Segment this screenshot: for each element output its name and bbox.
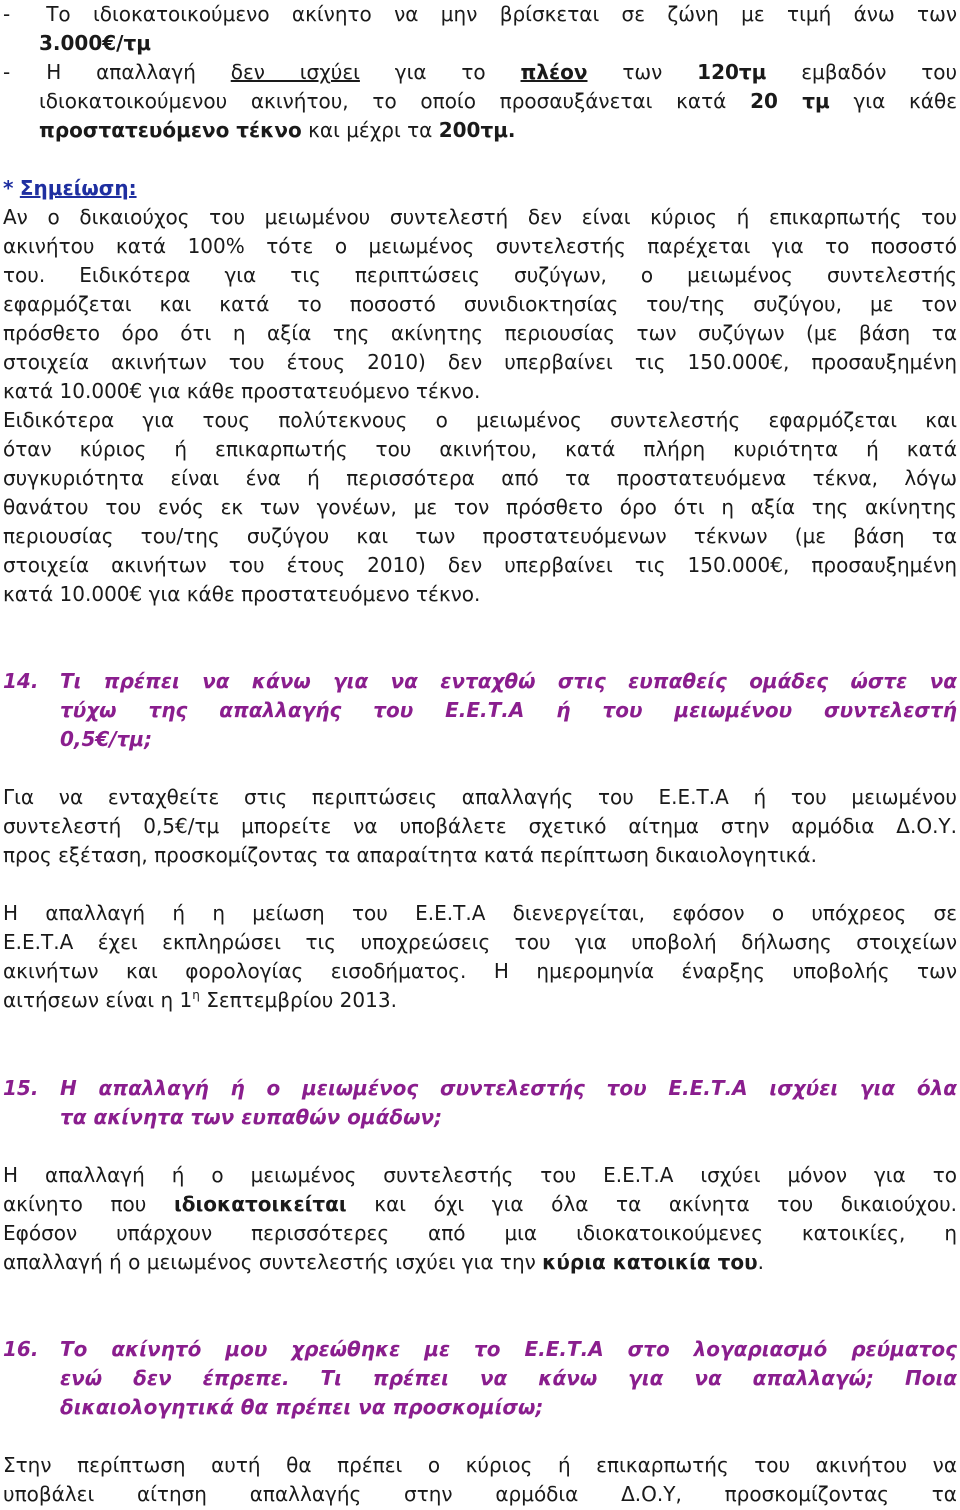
- note-heading: * Σημείωση:: [3, 176, 137, 200]
- q16-heading-line: Το ακίνητό μου χρεώθηκε με το Ε.Ε.Τ.Α στο λογαριασμό ρεύματος: [60, 1337, 957, 1361]
- note-line: στοιχεία ακινήτων του έτους 2010) δεν υπερβαίνει τις 150.000€, προσαυξημένη: [3, 553, 957, 577]
- q15-answer-line: απαλλαγή ή ο μειωμένος συντελεστής ισχύει για την κύρια κατοικία του.: [3, 1250, 765, 1274]
- note-line: στοιχεία ακινήτων του έτους 2010) δεν υπερβαίνει τις 150.000€, προσαυξημένη: [3, 350, 957, 374]
- q15-number: 15.: [3, 1076, 39, 1100]
- note-line: περιουσίας του/της συζύγου και των προστατευόμενων τέκνων (με βάση τα: [3, 524, 957, 548]
- q16-number: 16.: [3, 1337, 39, 1361]
- q14-answer-line: συντελεστή 0,5€/τμ μπορείτε να υποβάλετε σχετικό αίτημα στην αρμόδια Δ.Ο.Υ.: [3, 814, 957, 838]
- q16-answer-line: υποβάλει αίτηση απαλλαγής στην αρμόδια Δ.Ο.Υ, προσκομίζοντας τα: [3, 1482, 957, 1506]
- q14-answer2-line: Η απαλλαγή ή η μείωση του Ε.Ε.Τ.Α διενεργείται, εφόσον ο υπόχρεος σε: [3, 901, 957, 925]
- q15-answer-line: Η απαλλαγή ή ο μειωμένος συντελεστής του Ε.Ε.Τ.Α ισχύει μόνον για το: [3, 1163, 957, 1187]
- q15-answer-line: Εφόσον υπάρχουν περισσότερες από μια ιδιοκατοικούμενες κατοικίες, η: [3, 1221, 957, 1245]
- bullet-1-cont: 3.000€/τμ: [39, 31, 151, 55]
- q14-number: 14.: [3, 669, 39, 693]
- q14-answer-line: Για να ενταχθείτε στις περιπτώσεις απαλλαγής του Ε.Ε.Τ.Α ή του μειωμένου: [3, 785, 957, 809]
- note-line: κατά 10.000€ για κάθε προστατευόμενο τέκνο.: [3, 379, 481, 403]
- note-line: του. Ειδικότερα για τις περιπτώσεις συζύγων, ο μειωμένος συντελεστής: [3, 263, 957, 287]
- q14-heading-line: Τι πρέπει να κάνω για να ενταχθώ στις ευπαθείς ομάδες ώστε να: [60, 669, 957, 693]
- note-line: συγκυριότητα είναι ένα ή περισσότερα από τα προστατευόμενα τέκνα, λόγω: [3, 466, 957, 490]
- note-line: κατά 10.000€ για κάθε προστατευόμενο τέκνο.: [3, 582, 481, 606]
- bullet-2-line2: ιδιοκατοικούμενου ακινήτου, το οποίο προσαυξάνεται κατά 20 τμ για κάθε: [39, 89, 958, 113]
- bullet-2-line3: προστατευόμενο τέκνο και μέχρι τα 200τμ.: [39, 118, 516, 142]
- note-line: Ειδικότερα για τους πολύτεκνους ο μειωμένος συντελεστής εφαρμόζεται και: [3, 408, 957, 432]
- q16-answer-line: Στην περίπτωση αυτή θα πρέπει ο κύριος ή επικαρπωτής του ακινήτου να: [3, 1453, 957, 1477]
- q14-heading-line: 0,5€/τμ;: [60, 727, 153, 751]
- q15-heading-line: Η απαλλαγή ή ο μειωμένος συντελεστής του Ε.Ε.Τ.Α ισχύει για όλα: [60, 1076, 957, 1100]
- q14-answer2-line: ακινήτων και φορολογίας εισοδήματος. Η ημερομηνία έναρξης υποβολής των: [3, 959, 957, 983]
- q14-answer-line: προς εξέταση, προσκομίζοντας τα απαραίτητα κατά περίπτωση δικαιολογητικά.: [3, 843, 817, 867]
- q15-answer-line: ακίνητο που ιδιοκατοικείται και όχι για όλα τα ακίνητα του δικαιούχου.: [3, 1192, 958, 1216]
- q14-answer2-line: Ε.Ε.Τ.Α έχει εκπληρώσει τις υποχρεώσεις του για υποβολή δήλωσης στοιχείων: [3, 930, 957, 954]
- q16-heading-line: δικαιολογητικά θα πρέπει να προσκομίσω;: [60, 1395, 544, 1419]
- q16-heading-line: ενώ δεν έπρεπε. Τι πρέπει να κάνω για να απαλλαγώ; Ποια: [60, 1366, 957, 1390]
- note-line: Αν ο δικαιούχος του μειωμένου συντελεστή δεν είναι κύριος ή επικαρπωτής του: [3, 205, 957, 229]
- q14-heading-line: τύχω της απαλλαγής του Ε.Ε.Τ.Α ή του μειωμένου συντελεστή: [60, 698, 957, 722]
- q14-answer2-last: αιτήσεων είναι η $1^\eta$ Σεπτεμβρίου 2013.: [3, 988, 397, 1012]
- note-line: θανάτου του ενός εκ των γονέων, με τον πρόσθετο όρο ότι η αξία της ακίνητης: [3, 495, 957, 519]
- note-line: ακινήτου κατά 100% τότε ο μειωμένος συντελεστής παρέχεται για το ποσοστό: [3, 234, 957, 258]
- note-line: πρόσθετο όρο ότι η αξία της ακίνητης περιουσίας των συζύγων (με βάση τα: [3, 321, 957, 345]
- bullet-1: [3, 0, 957, 29]
- note-line: όταν κύριος ή επικαρπωτής του ακινήτου, κατά πλήρη κυριότητα ή κατά: [3, 437, 957, 461]
- q15-heading-line: τα ακίνητα των ευπαθών ομάδων;: [60, 1105, 443, 1129]
- bullet-dash: -: [3, 2, 11, 26]
- bullet-text: Το ιδιοκατοικούμενο ακίνητο να μην βρίσκεται σε ζώνη με τιμή άνω των: [46, 2, 957, 26]
- bullet-2: - Η απαλλαγή δεν ισχύει για το πλέον των 120τμ εμβαδόν του: [3, 60, 958, 84]
- note-line: εφαρμόζεται και κατά το ποσοστό συνιδιοκτησίας του/της συζύγου, με τον: [3, 292, 957, 316]
